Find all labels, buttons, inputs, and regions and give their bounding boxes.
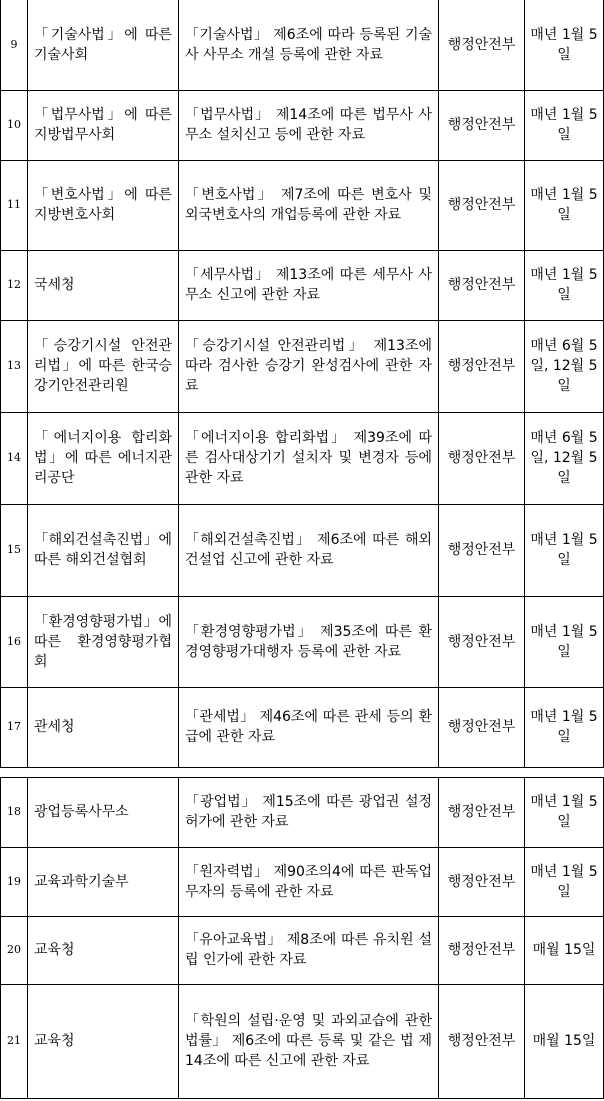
- table-row: [1, 687, 604, 767]
- table-row: [1, 412, 604, 504]
- row-number: 17: [1, 687, 28, 767]
- schedule-cell: 매년 1월 5일: [525, 0, 604, 90]
- schedule-cell: 매년 1월 5일: [525, 847, 604, 916]
- content-cell: 「법무사법」 제14조에 따른 법무사 사무소 설치신고 등에 관한 자료: [179, 90, 439, 160]
- content-cell: 「변호사법」 제7조에 따른 변호사 및 외국변호사의 개업등록에 관한 자료: [179, 160, 439, 250]
- content-cell: 「환경영향평가법」 제35조에 따른 환경영향평가대행자 등록에 관한 자료: [179, 596, 439, 687]
- content-cell: 「해외건설촉진법」 제6조에 따른 해외건설업 신고에 관한 자료: [179, 504, 439, 596]
- department-cell: 행정안전부: [439, 687, 525, 767]
- content-cell: 「승강기시설 안전관리법」 제13조에 따라 검사한 승강기 완성검사에 관한 자료: [179, 320, 439, 412]
- department-cell: 행정안전부: [439, 916, 525, 984]
- row-number: 20: [1, 916, 28, 984]
- organization-cell: 「승강기시설 안전관리법」에 따른 한국승강기안전관리원: [28, 320, 179, 412]
- schedule-cell: 매년 1월 5일: [525, 90, 604, 160]
- records-table-lower: [0, 777, 604, 1099]
- organization-cell: 「기술사법」에 따른 기술사회: [28, 0, 179, 90]
- row-number: 10: [1, 90, 28, 160]
- schedule-cell: 매년 1월 5일: [525, 777, 604, 847]
- department-cell: 행정안전부: [439, 777, 525, 847]
- department-cell: 행정안전부: [439, 0, 525, 90]
- organization-cell: 「에너지이용 합리화법」에 따른 에너지관리공단: [28, 412, 179, 504]
- table-row: [1, 250, 604, 320]
- row-number: 21: [1, 984, 28, 1098]
- schedule-cell: 매년 1월 5일: [525, 687, 604, 767]
- schedule-cell: 매년 1월 5일: [525, 596, 604, 687]
- table-row: [1, 90, 604, 160]
- content-cell: 「유아교육법」 제8조에 따른 유치원 설립 인가에 관한 자료: [179, 916, 439, 984]
- schedule-cell: 매월 15일: [525, 916, 604, 984]
- schedule-cell: 매월 15일: [525, 984, 604, 1098]
- organization-cell: 국세청: [28, 250, 179, 320]
- organization-cell: 교육청: [28, 916, 179, 984]
- content-cell: 「학원의 설립·운영 및 과외교습에 관한 법률」 제6조에 따른 등록 및 같은 법 제14조에 따른 신고에 관한 자료: [179, 984, 439, 1098]
- organization-cell: 「해외건설촉진법」에 따른 해외건설협회: [28, 504, 179, 596]
- row-number: 16: [1, 596, 28, 687]
- department-cell: 행정안전부: [439, 320, 525, 412]
- department-cell: 행정안전부: [439, 90, 525, 160]
- schedule-cell: 매년 1월 5일: [525, 504, 604, 596]
- schedule-cell: 매년 6월 5일, 12월 5일: [525, 320, 604, 412]
- organization-cell: 관세청: [28, 687, 179, 767]
- department-cell: 행정안전부: [439, 984, 525, 1098]
- department-cell: 행정안전부: [439, 160, 525, 250]
- table-row: [1, 596, 604, 687]
- department-cell: 행정안전부: [439, 847, 525, 916]
- content-cell: 「기술사법」 제6조에 따라 등록된 기술사 사무소 개설 등록에 관한 자료: [179, 0, 439, 90]
- department-cell: 행정안전부: [439, 250, 525, 320]
- page-break-gap: [0, 768, 604, 777]
- table-row: [1, 0, 604, 90]
- row-number: 12: [1, 250, 28, 320]
- organization-cell: 「변호사법」에 따른 지방변호사회: [28, 160, 179, 250]
- content-cell: 「관세법」 제46조에 따른 관세 등의 환급에 관한 자료: [179, 687, 439, 767]
- row-number: 9: [1, 0, 28, 90]
- table-row: [1, 320, 604, 412]
- department-cell: 행정안전부: [439, 504, 525, 596]
- schedule-cell: 매년 6월 5일, 12월 5일: [525, 412, 604, 504]
- organization-cell: 「법무사법」에 따른 지방법무사회: [28, 90, 179, 160]
- schedule-cell: 매년 1월 5일: [525, 250, 604, 320]
- row-number: 18: [1, 777, 28, 847]
- department-cell: 행정안전부: [439, 596, 525, 687]
- department-cell: 행정안전부: [439, 412, 525, 504]
- table-row: [1, 847, 604, 916]
- content-cell: 「광업법」 제15조에 따른 광업권 설정허가에 관한 자료: [179, 777, 439, 847]
- content-cell: 「에너지이용 합리화법」 제39조에 따른 검사대상기기 설치자 및 변경자 등에 관한 자료: [179, 412, 439, 504]
- organization-cell: 「환경영향평가법」에 따른 환경영향평가협회: [28, 596, 179, 687]
- row-number: 15: [1, 504, 28, 596]
- organization-cell: 광업등록사무소: [28, 777, 179, 847]
- row-number: 19: [1, 847, 28, 916]
- schedule-cell: 매년 1월 5일: [525, 160, 604, 250]
- table-row: [1, 777, 604, 847]
- organization-cell: 교육과학기술부: [28, 847, 179, 916]
- row-number: 14: [1, 412, 28, 504]
- table-row: [1, 916, 604, 984]
- table-row: [1, 160, 604, 250]
- row-number: 11: [1, 160, 28, 250]
- row-number: 13: [1, 320, 28, 412]
- table-row: [1, 504, 604, 596]
- content-cell: 「세무사법」 제13조에 따른 세무사 사무소 신고에 관한 자료: [179, 250, 439, 320]
- content-cell: 「원자력법」 제90조의4에 따른 판독업무자의 등록에 관한 자료: [179, 847, 439, 916]
- organization-cell: 교육청: [28, 984, 179, 1098]
- table-row: [1, 984, 604, 1098]
